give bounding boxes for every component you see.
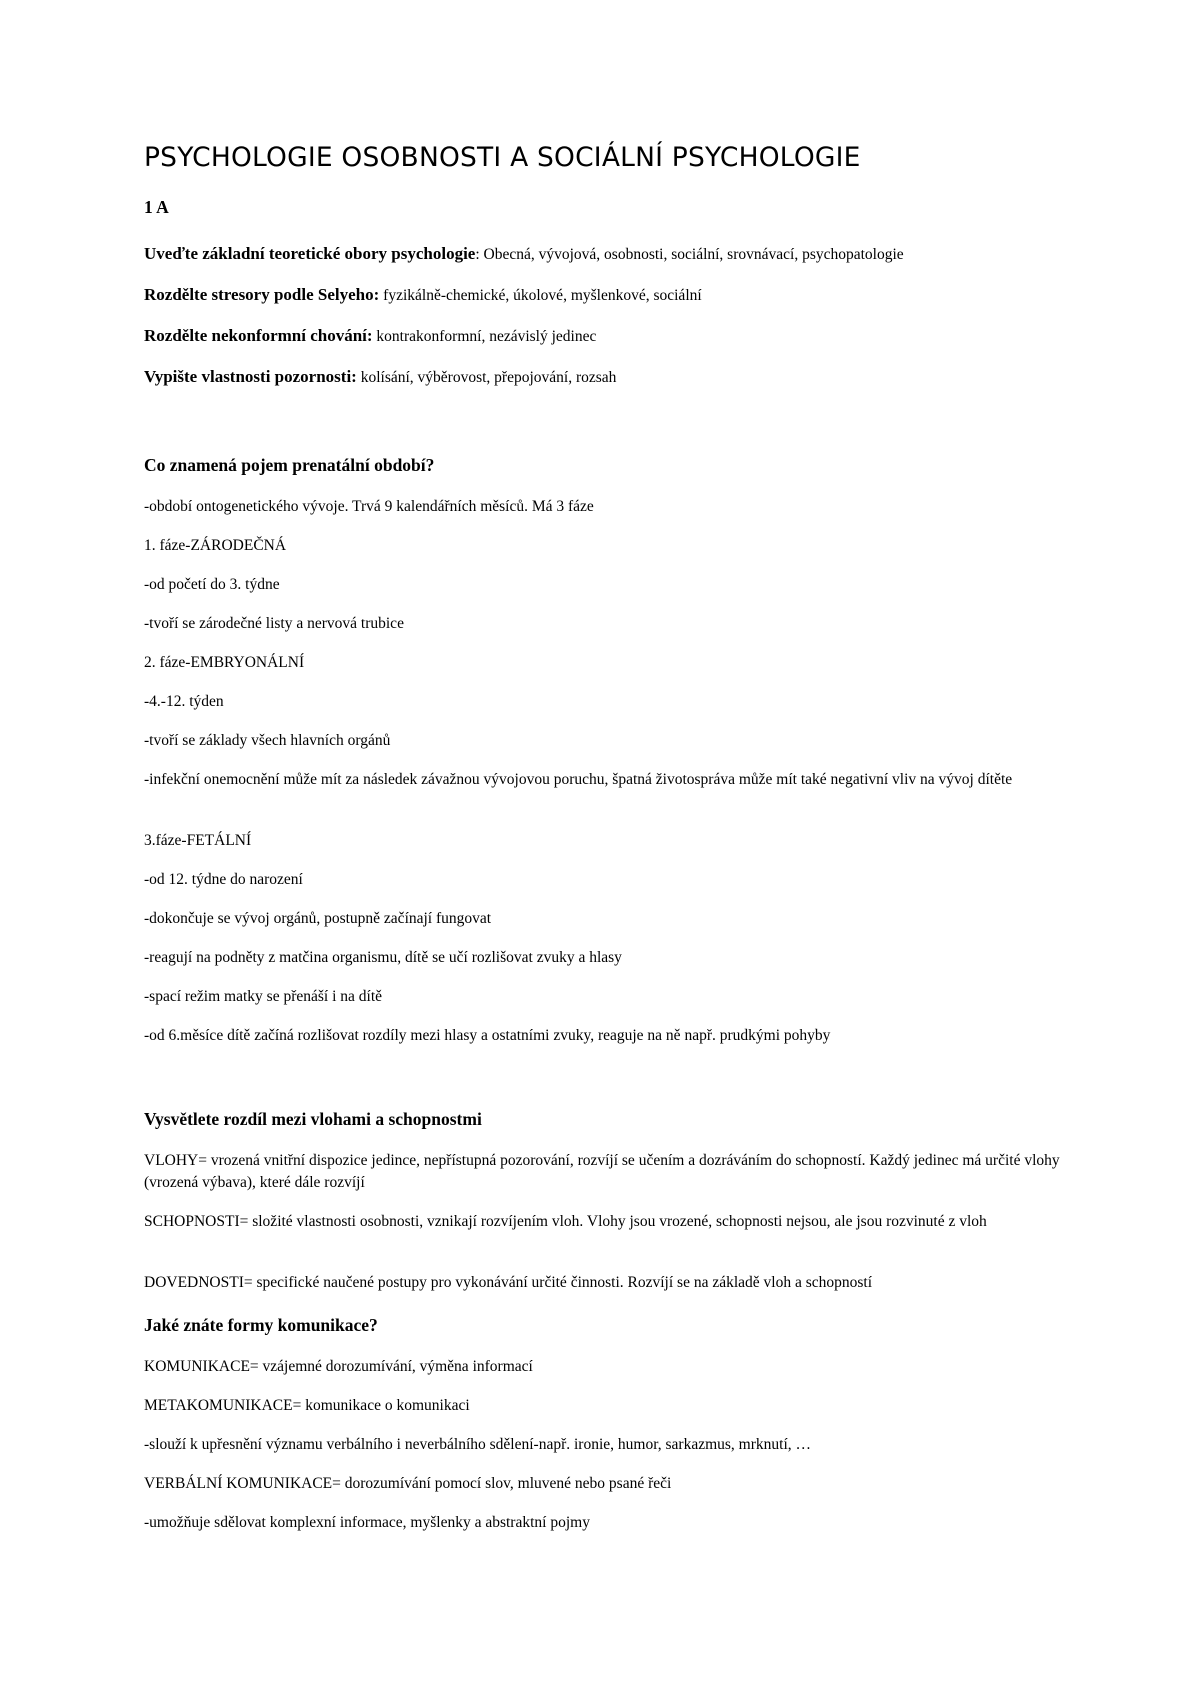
paragraph: -od 6.měsíce dítě začíná rozlišovat rozdíly mezi hlasy a ostatními zvuky, reaguje na ně např. prudkými pohyby xyxy=(144,1027,831,1044)
paragraph: METAKOMUNIKACE= komunikace o komunikaci xyxy=(144,1397,470,1414)
answer-text: kontrakonformní, nezávislý jedinec xyxy=(376,328,597,345)
paragraph: 2. fáze-EMBRYONÁLNÍ xyxy=(144,654,305,671)
quick-question-2 xyxy=(144,284,1064,307)
document-title: PSYCHOLOGIE OSOBNOSTI A SOCIÁLNÍ PSYCHOLOGIE xyxy=(144,142,861,173)
answer-text: kolísání, výběrovost, přepojování, rozsah xyxy=(360,369,617,386)
section-heading-prenatal: Co znamená pojem prenatální období? xyxy=(144,455,435,475)
paragraph: -dokončuje se vývoj orgánů, postupně začínají fungovat xyxy=(144,910,492,927)
paragraph: VLOHY= vrozená vnitřní dispozice jedince, nepřístupná pozorování, rozvíjí se učením a dozráváním do schopností. Každý jedinec má určité vlohy (vrozená výbava), které dále rozvíjí xyxy=(144,1152,1060,1191)
quick-question-4 xyxy=(144,366,1064,389)
paragraph: -tvoří se zárodečné listy a nervová trubice xyxy=(144,615,404,632)
paragraph: KOMUNIKACE= vzájemné dorozumívání, výměna informací xyxy=(144,1358,533,1375)
paragraph: 3.fáze-FETÁLNÍ xyxy=(144,832,252,849)
paragraph: DOVEDNOSTI= specifické naučené postupy pro vykonávání určité činnosti. Rozvíjí se na základě vloh a schopností xyxy=(144,1274,873,1291)
section-label: 1 A xyxy=(144,197,169,217)
question-separator: : xyxy=(475,246,484,263)
paragraph: -tvoří se základy všech hlavních orgánů xyxy=(144,732,391,749)
paragraph: -od početí do 3. týdne xyxy=(144,576,280,593)
paragraph: SCHOPNOSTI= složité vlastnosti osobnosti, vznikají rozvíjením vloh. Vlohy jsou vrozené, schopnosti nejsou, ale jsou rozvinuté z vloh xyxy=(144,1213,987,1230)
quick-question-1 xyxy=(144,243,1064,266)
paragraph: -4.-12. týden xyxy=(144,693,224,710)
question-text: Rozdělte stresory podle Selyeho: xyxy=(144,285,380,304)
question-text: Vypište vlastnosti pozornosti: xyxy=(144,367,357,386)
question-text: Rozdělte nekonformní chování: xyxy=(144,326,373,345)
paragraph: -reagují na podněty z matčina organismu, dítě se učí rozlišovat zvuky a hlasy xyxy=(144,949,622,966)
quick-question-3 xyxy=(144,325,1064,348)
section-heading-communication: Jaké znáte formy komunikace? xyxy=(144,1315,378,1335)
paragraph: VERBÁLNÍ KOMUNIKACE= dorozumívání pomocí slov, mluvené nebo psané řeči xyxy=(144,1475,672,1492)
question-text: Uveďte základní teoretické obory psychologie xyxy=(144,244,476,263)
paragraph: -od 12. týdne do narození xyxy=(144,871,303,888)
answer-text: Obecná, vývojová, osobnosti, sociální, srovnávací, psychopatologie xyxy=(483,246,904,263)
paragraph: -infekční onemocnění může mít za následek závažnou vývojovou poruchu, špatná životospráva může mít také negativní vliv na vývoj dítěte xyxy=(144,771,1013,788)
paragraph: 1. fáze-ZÁRODEČNÁ xyxy=(144,537,287,554)
paragraph: -slouží k upřesnění významu verbálního i neverbálního sdělení-např. ironie, humor, sarkazmus, mrknutí, … xyxy=(144,1436,811,1453)
paragraph: -období ontogenetického vývoje. Trvá 9 kalendářních měsíců. Má 3 fáze xyxy=(144,498,594,515)
paragraph: -spací režim matky se přenáší i na dítě xyxy=(144,988,383,1005)
section-heading-aptitudes: Vysvětlete rozdíl mezi vlohami a schopnostmi xyxy=(144,1109,482,1129)
paragraph: -umožňuje sdělovat komplexní informace, myšlenky a abstraktní pojmy xyxy=(144,1514,590,1531)
answer-text: fyzikálně-chemické, úkolové, myšlenkové, sociální xyxy=(383,287,702,304)
